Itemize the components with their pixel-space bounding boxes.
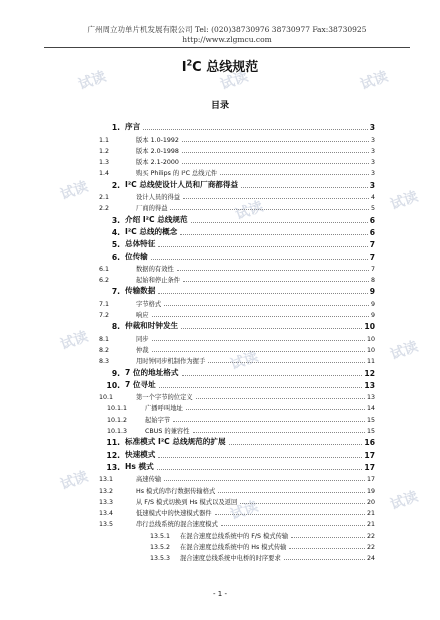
toc-entry-number: 4. bbox=[111, 227, 120, 237]
toc-entry-page: 7 bbox=[369, 252, 375, 262]
toc-dot-leader bbox=[170, 209, 369, 210]
toc-entry-number: 13.4 bbox=[99, 510, 114, 518]
toc-entry-title: 字节格式 bbox=[136, 300, 162, 308]
page-header: 广州周立功单片机发展有限公司 Tel: (020)38730976 38730977 Fax:38730925 http://www.zlgmcu.com bbox=[44, 24, 410, 48]
toc-dot-leader bbox=[182, 375, 363, 376]
toc-dot-leader bbox=[241, 187, 368, 188]
toc-dot-leader bbox=[220, 174, 369, 175]
toc-entry-title: Hs 模式 bbox=[125, 461, 154, 471]
toc-entry-page: 12 bbox=[364, 368, 375, 378]
watermark: 试读 bbox=[358, 68, 391, 94]
toc-entry-title: 总体特征 bbox=[125, 239, 156, 249]
toc-entry[interactable] bbox=[90, 201, 375, 212]
toc-entry-number: 6.1 bbox=[99, 265, 110, 273]
watermark: 试读 bbox=[218, 68, 251, 94]
toc-entry[interactable] bbox=[90, 284, 375, 296]
toc-entry-page: 4 bbox=[370, 194, 375, 202]
toc-dot-leader bbox=[183, 281, 369, 282]
toc-entry-title: 广播呼叫地址 bbox=[145, 405, 183, 413]
toc-entry-page: 3 bbox=[369, 123, 375, 133]
toc-dot-leader bbox=[159, 387, 363, 388]
toc-entry-number: 2.1 bbox=[99, 194, 110, 202]
toc-entry-number: 11. bbox=[106, 438, 120, 448]
toc-entry[interactable] bbox=[90, 528, 375, 539]
toc-entry-number: 8.1 bbox=[99, 335, 110, 343]
toc-entry-title: 传输数据 bbox=[125, 286, 156, 296]
toc-entry-title: I²C 总线的概念 bbox=[125, 226, 178, 236]
toc-entry[interactable] bbox=[90, 424, 375, 435]
title-rest: C 总线规范 bbox=[192, 60, 259, 75]
toc-entry-number: 10.1.1 bbox=[107, 405, 128, 413]
toc-entry-page: 9 bbox=[370, 312, 375, 320]
toc-entry-page: 16 bbox=[364, 438, 375, 448]
watermark: 试读 bbox=[58, 468, 91, 494]
toc-entry-title: 版本 1.0-1992 bbox=[136, 136, 179, 144]
toc-entry-number: 9. bbox=[111, 368, 120, 378]
toc-entry[interactable] bbox=[90, 343, 375, 354]
toc-entry-number: 13.1 bbox=[99, 476, 114, 484]
toc-dot-leader bbox=[229, 444, 363, 445]
toc-entry-page: 24 bbox=[366, 555, 375, 563]
toc-entry-title: 从 F/S 模式切换到 Hs 模式以及返回 bbox=[136, 498, 238, 506]
toc-entry-number: 1.1 bbox=[99, 136, 110, 144]
toc-dot-leader bbox=[291, 537, 365, 538]
toc-entry[interactable] bbox=[90, 435, 375, 447]
toc-entry-page: 17 bbox=[364, 462, 375, 472]
toc-dot-leader bbox=[158, 293, 367, 294]
toc-entry[interactable] bbox=[90, 495, 375, 506]
toc-entry[interactable] bbox=[90, 237, 375, 249]
toc-dot-leader bbox=[186, 409, 365, 410]
toc-entry[interactable] bbox=[90, 273, 375, 284]
toc-entry-number: 8.2 bbox=[99, 346, 110, 354]
toc-entry[interactable] bbox=[90, 225, 375, 237]
toc-entry-page: 6 bbox=[369, 215, 375, 225]
toc-dot-leader bbox=[182, 141, 369, 142]
toc-dot-leader bbox=[221, 525, 365, 526]
toc-entry-title: 版本 2.0-1998 bbox=[136, 147, 179, 155]
toc-dot-leader bbox=[143, 129, 368, 130]
toc-entry-page: 3 bbox=[370, 170, 375, 178]
toc-dot-leader bbox=[208, 362, 365, 363]
toc-entry-number: 13.5.1 bbox=[150, 532, 171, 540]
toc-entry-title: I²C 总线使设计人员和厂商都得益 bbox=[125, 179, 239, 189]
toc-entry-title: 起始和停止条件 bbox=[136, 277, 181, 285]
toc-entry[interactable] bbox=[90, 155, 375, 166]
toc-entry-page: 13 bbox=[366, 394, 375, 402]
toc-entry[interactable] bbox=[90, 517, 375, 528]
toc-entry-title: 仲裁 bbox=[136, 346, 149, 354]
toc-entry-number: 13.2 bbox=[99, 487, 114, 495]
toc-entry-title: 7 位寻址 bbox=[125, 379, 156, 389]
toc-entry-number: 1.4 bbox=[99, 170, 110, 178]
toc-entry-page: 7 bbox=[369, 240, 375, 250]
watermark: 试读 bbox=[388, 488, 421, 514]
toc-dot-leader bbox=[158, 246, 367, 247]
toc-entry[interactable] bbox=[90, 401, 375, 412]
toc-entry-number: 10.1.3 bbox=[107, 428, 128, 436]
title-superscript: 2 bbox=[186, 58, 193, 68]
toc-entry[interactable] bbox=[90, 296, 375, 307]
toc-entry[interactable] bbox=[90, 308, 375, 319]
watermark: 试读 bbox=[76, 68, 109, 94]
toc-dot-leader bbox=[182, 163, 369, 164]
toc-entry-number: 6. bbox=[111, 252, 120, 262]
toc-entry-title: 快速模式 bbox=[125, 449, 156, 459]
toc-entry[interactable] bbox=[90, 331, 375, 342]
toc-entry-title: 序言 bbox=[125, 122, 141, 132]
toc-entry-title: 在混合速度总线系统中的 Hs 模式传输 bbox=[180, 543, 287, 551]
toc-entry[interactable] bbox=[90, 390, 375, 401]
toc-entry-number: 1.3 bbox=[99, 159, 110, 167]
toc-heading: 目录 bbox=[210, 101, 229, 111]
toc-entry-title: 购买 Philips 的 I²C 总线元件 bbox=[136, 170, 218, 178]
toc-entry-number: 13.5.3 bbox=[150, 555, 171, 563]
toc-entry[interactable] bbox=[90, 483, 375, 494]
toc-entry-title: 响应 bbox=[136, 312, 149, 320]
toc-entry-page: 21 bbox=[366, 510, 375, 518]
title-prefix: I bbox=[181, 60, 187, 75]
toc-dot-leader bbox=[164, 480, 365, 481]
toc-entry[interactable] bbox=[90, 249, 375, 261]
toc-entry[interactable] bbox=[90, 166, 375, 177]
toc-entry[interactable] bbox=[90, 551, 375, 562]
toc-entry-title: 厂商的得益 bbox=[136, 205, 168, 213]
toc-entry-number: 1. bbox=[111, 123, 120, 133]
toc-dot-leader bbox=[173, 421, 365, 422]
toc-entry-number: 10.1 bbox=[99, 394, 114, 402]
toc-entry-page: 5 bbox=[370, 205, 375, 213]
toc-entry[interactable] bbox=[90, 354, 375, 365]
toc-entry[interactable] bbox=[90, 190, 375, 201]
toc-entry-page: 10 bbox=[364, 322, 375, 332]
toc-entry[interactable] bbox=[90, 132, 375, 143]
toc-dot-leader bbox=[157, 469, 363, 470]
toc-entry-title: 混合速度总线系统中电桥的时序要求 bbox=[180, 555, 281, 563]
toc-entry[interactable] bbox=[90, 378, 375, 390]
toc-entry-number: 1.2 bbox=[99, 147, 110, 155]
toc-entry-page: 7 bbox=[370, 265, 375, 273]
toc-dot-leader bbox=[180, 234, 367, 235]
toc-dot-leader bbox=[191, 222, 368, 223]
toc-dot-leader bbox=[240, 503, 365, 504]
toc-entry-number: 10.1.2 bbox=[107, 416, 128, 424]
toc-dot-leader bbox=[158, 457, 362, 458]
toc-entry[interactable] bbox=[90, 177, 375, 189]
toc-entry-title: 版本 2.1-2000 bbox=[136, 159, 179, 167]
toc-dot-leader bbox=[152, 340, 365, 341]
toc-entry[interactable] bbox=[90, 319, 375, 331]
toc-dot-leader bbox=[181, 328, 362, 329]
toc-entry-number: 13.5 bbox=[99, 521, 114, 529]
toc-entry-number: 7.2 bbox=[99, 312, 110, 320]
toc-entry-number: 7.1 bbox=[99, 300, 110, 308]
toc-dot-leader bbox=[193, 432, 365, 433]
toc-entry-page: 10 bbox=[366, 335, 375, 343]
watermark: 试读 bbox=[388, 188, 421, 214]
toc-dot-leader bbox=[284, 559, 365, 560]
toc-entry-page: 17 bbox=[366, 476, 375, 484]
toc-entry-number: 2.2 bbox=[99, 205, 110, 213]
toc-entry-title: 仲裁和时钟发生 bbox=[125, 321, 179, 331]
toc-entry-page: 15 bbox=[366, 428, 375, 436]
toc-entry-title: CBUS 的兼容性 bbox=[145, 428, 190, 436]
toc-dot-leader bbox=[177, 270, 369, 271]
toc-entry-title: 第一个字节的位定义 bbox=[136, 394, 193, 402]
toc-entry-page: 8 bbox=[370, 277, 375, 285]
toc-entry-page: 21 bbox=[366, 521, 375, 529]
page-number: - 1 - bbox=[213, 590, 227, 598]
toc-entry[interactable] bbox=[90, 460, 375, 472]
toc-entry-page: 6 bbox=[369, 227, 375, 237]
toc-dot-leader bbox=[183, 198, 369, 199]
toc-entry-page: 9 bbox=[370, 300, 375, 308]
toc-entry[interactable] bbox=[90, 120, 375, 132]
toc-dot-leader bbox=[182, 152, 369, 153]
toc-entry[interactable] bbox=[90, 412, 375, 423]
toc-entry-page: 15 bbox=[366, 416, 375, 424]
toc-entry-title: 设计人员的得益 bbox=[136, 194, 181, 202]
toc-entry-page: 3 bbox=[370, 159, 375, 167]
toc-entry-page: 22 bbox=[366, 543, 375, 551]
watermark: 试读 bbox=[233, 198, 266, 224]
toc-dot-leader bbox=[196, 398, 365, 399]
toc-entry[interactable] bbox=[90, 540, 375, 551]
document-title bbox=[0, 56, 440, 75]
watermark: 试读 bbox=[388, 338, 421, 364]
toc-entry-title: 起始字节 bbox=[145, 416, 171, 424]
toc-entry-number: 7. bbox=[111, 287, 120, 297]
toc-entry-page: 3 bbox=[370, 147, 375, 155]
toc-entry[interactable] bbox=[90, 447, 375, 459]
toc-entry-number: 2. bbox=[111, 180, 120, 190]
toc-entry[interactable] bbox=[90, 144, 375, 155]
toc-entry-page: 20 bbox=[366, 498, 375, 506]
toc-entry[interactable] bbox=[90, 212, 375, 224]
toc-entry-page: 14 bbox=[366, 405, 375, 413]
toc-entry-number: 10. bbox=[106, 380, 120, 390]
toc-entry-number: 12. bbox=[106, 450, 120, 460]
toc-entry-title: 用时钟同步机制作为握手 bbox=[136, 358, 206, 366]
toc-entry-number: 8. bbox=[111, 322, 120, 332]
watermark: 试读 bbox=[58, 178, 91, 204]
toc-entry-title: 串行总线系统的混合速度模式 bbox=[136, 521, 218, 529]
toc-dot-leader bbox=[289, 548, 365, 549]
toc-entry-title: 位传输 bbox=[125, 251, 148, 261]
toc-dot-leader bbox=[218, 492, 365, 493]
toc-entry-number: 3. bbox=[111, 215, 120, 225]
toc-entry-page: 3 bbox=[370, 136, 375, 144]
toc-entry-title: 同步 bbox=[136, 335, 149, 343]
watermark: 试读 bbox=[58, 328, 91, 354]
toc-entry-number: 5. bbox=[111, 240, 120, 250]
toc-entry-page: 11 bbox=[366, 358, 375, 366]
toc-entry-page: 3 bbox=[369, 180, 375, 190]
toc-entry-title: 在混合速度总线系统中的 F/S 模式传输 bbox=[180, 532, 289, 540]
toc-entry-number: 13.5.2 bbox=[150, 543, 171, 551]
toc-entry-page: 19 bbox=[366, 487, 375, 495]
toc-entry[interactable] bbox=[90, 365, 375, 377]
toc-entry-title: 数据的有效性 bbox=[136, 265, 174, 273]
table-of-contents bbox=[90, 120, 375, 562]
toc-dot-leader bbox=[151, 259, 368, 260]
toc-entry-page: 17 bbox=[364, 450, 375, 460]
toc-entry-title: 低速模式中的快速模式器件 bbox=[136, 510, 212, 518]
watermark: 试读 bbox=[228, 498, 261, 524]
toc-entry-page: 13 bbox=[364, 380, 375, 390]
toc-entry-title: 标准模式 I²C 总线规范的扩展 bbox=[125, 437, 226, 447]
toc-dot-leader bbox=[215, 514, 365, 515]
toc-entry-title: Hs 模式的串行数据传输格式 bbox=[136, 487, 216, 495]
toc-entry[interactable] bbox=[90, 262, 375, 273]
toc-entry-title: 7 位的地址格式 bbox=[125, 367, 179, 377]
toc-entry[interactable] bbox=[90, 472, 375, 483]
toc-entry-title: 高速传输 bbox=[136, 476, 162, 484]
toc-entry-title: 介绍 I²C 总线规范 bbox=[125, 214, 188, 224]
toc-dot-leader bbox=[152, 316, 369, 317]
toc-entry-page: 9 bbox=[369, 287, 375, 297]
toc-entry-page: 22 bbox=[366, 532, 375, 540]
watermark: 试读 bbox=[228, 348, 261, 374]
toc-entry[interactable] bbox=[90, 506, 375, 517]
toc-entry-number: 13.3 bbox=[99, 498, 114, 506]
toc-dot-leader bbox=[164, 305, 369, 306]
toc-entry-page: 10 bbox=[366, 346, 375, 354]
toc-entry-number: 13. bbox=[106, 462, 120, 472]
toc-dot-leader bbox=[152, 351, 365, 352]
toc-entry-number: 6.2 bbox=[99, 277, 110, 285]
toc-entry-number: 8.3 bbox=[99, 358, 110, 366]
